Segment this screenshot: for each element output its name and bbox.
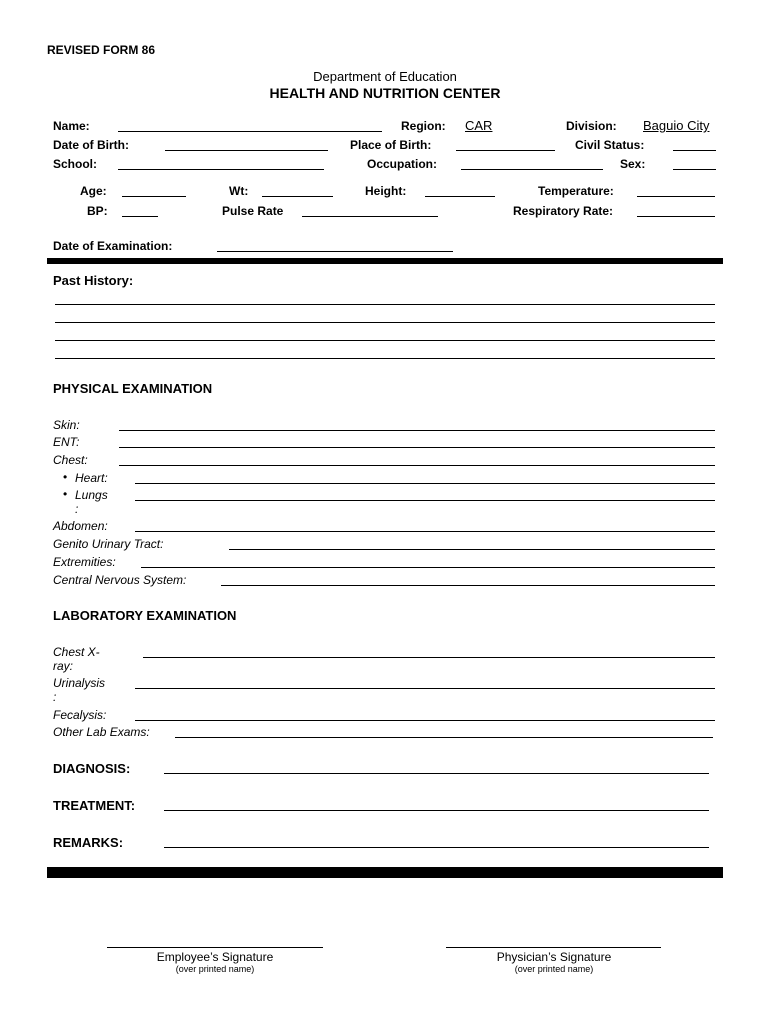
- past-history-line[interactable]: [55, 304, 715, 305]
- region-label: Region:: [401, 119, 446, 133]
- lab-exam-title: LABORATORY EXAMINATION: [53, 608, 237, 623]
- bp-label: BP:: [87, 204, 108, 218]
- lungs-field[interactable]: [135, 500, 715, 501]
- top-divider: [47, 258, 723, 264]
- lungs-label: Lungs: [75, 488, 108, 502]
- chest-field[interactable]: [119, 465, 715, 466]
- fecalysis-label: Fecalysis:: [53, 708, 107, 722]
- cns-field[interactable]: [221, 585, 715, 586]
- urinalysis-field[interactable]: [135, 688, 715, 689]
- respiratory-field[interactable]: [637, 216, 715, 217]
- respiratory-label: Respiratory Rate:: [513, 204, 614, 218]
- bottom-divider: [47, 867, 723, 878]
- genito-label: Genito Urinary Tract:: [53, 537, 164, 551]
- division-label: Division:: [566, 119, 617, 133]
- name-label: Name:: [53, 119, 90, 133]
- treatment-field[interactable]: [164, 810, 709, 811]
- past-history-line[interactable]: [55, 322, 715, 323]
- wt-field[interactable]: [262, 196, 333, 197]
- physician-signature-note: (over printed name): [514, 964, 594, 974]
- other-lab-label: Other Lab Exams:: [53, 725, 150, 739]
- employee-signature-label: Employee’s Signature: [156, 950, 274, 964]
- sex-field[interactable]: [673, 169, 716, 170]
- exam-date-label: Date of Examination:: [53, 239, 173, 253]
- civil-status-label: Civil Status:: [575, 138, 645, 152]
- chest-label: Chest:: [53, 453, 88, 467]
- civil-status-field[interactable]: [673, 150, 716, 151]
- pob-field[interactable]: [456, 150, 555, 151]
- skin-field[interactable]: [119, 430, 715, 431]
- abdomen-field[interactable]: [135, 531, 715, 532]
- urinalysis-label: Urinalysis: [53, 676, 106, 690]
- pulse-label: Pulse Rate: [222, 204, 284, 218]
- sex-label: Sex:: [620, 157, 646, 171]
- dob-label: Date of Birth:: [53, 138, 129, 152]
- form-code: REVISED FORM 86: [47, 43, 156, 57]
- physical-exam-title: PHYSICAL EXAMINATION: [53, 381, 213, 396]
- past-history-line[interactable]: [55, 358, 715, 359]
- exam-date-field[interactable]: [217, 251, 453, 252]
- fecalysis-field[interactable]: [135, 720, 715, 721]
- age-field[interactable]: [122, 196, 186, 197]
- abdomen-label: Abdomen:: [53, 519, 108, 533]
- age-label: Age:: [80, 184, 107, 198]
- pob-label: Place of Birth:: [350, 138, 432, 152]
- treatment-label: TREATMENT:: [53, 798, 136, 813]
- other-lab-field[interactable]: [175, 737, 713, 738]
- temperature-label: Temperature:: [538, 184, 614, 198]
- remarks-label: REMARKS:: [53, 835, 124, 850]
- heart-label: Heart:: [75, 471, 108, 485]
- wt-label: Wt:: [229, 184, 249, 198]
- lungs-colon: :: [75, 502, 79, 516]
- occupation-field[interactable]: [461, 169, 603, 170]
- school-field[interactable]: [118, 169, 324, 170]
- physician-signature-label: Physician’s Signature: [496, 950, 612, 964]
- region-value: CAR: [465, 118, 493, 133]
- chest-xray-field[interactable]: [143, 657, 715, 658]
- ent-label: ENT:: [53, 435, 80, 449]
- bullet-icon: •: [63, 487, 68, 501]
- bullet-icon: •: [63, 470, 68, 484]
- pulse-field[interactable]: [302, 216, 438, 217]
- bp-field[interactable]: [122, 216, 158, 217]
- extremities-label: Extremities:: [53, 555, 116, 569]
- ent-field[interactable]: [119, 447, 715, 448]
- dob-field[interactable]: [165, 150, 328, 151]
- physician-signature-line[interactable]: [446, 947, 661, 948]
- genito-field[interactable]: [229, 549, 715, 550]
- heart-field[interactable]: [135, 483, 715, 484]
- height-label: Height:: [365, 184, 407, 198]
- height-field[interactable]: [425, 196, 495, 197]
- remarks-field[interactable]: [164, 847, 709, 848]
- chest-xray-label: Chest X-: [53, 645, 100, 659]
- occupation-label: Occupation:: [367, 157, 438, 171]
- chest-xray-label-2: ray:: [53, 659, 74, 673]
- cns-label: Central Nervous System:: [53, 573, 187, 587]
- school-label: School:: [53, 157, 97, 171]
- employee-signature-note: (over printed name): [175, 964, 255, 974]
- skin-label: Skin:: [53, 418, 80, 432]
- name-field[interactable]: [118, 131, 382, 132]
- division-value: Baguio City: [643, 118, 710, 133]
- department-title: Department of Education: [313, 69, 457, 84]
- diagnosis-label: DIAGNOSIS:: [53, 761, 131, 776]
- center-title: HEALTH AND NUTRITION CENTER: [269, 85, 501, 101]
- past-history-title: Past History:: [53, 273, 134, 288]
- extremities-field[interactable]: [141, 567, 715, 568]
- temperature-field[interactable]: [637, 196, 715, 197]
- urinalysis-colon: :: [53, 690, 57, 704]
- diagnosis-field[interactable]: [164, 773, 709, 774]
- employee-signature-line[interactable]: [107, 947, 323, 948]
- past-history-line[interactable]: [55, 340, 715, 341]
